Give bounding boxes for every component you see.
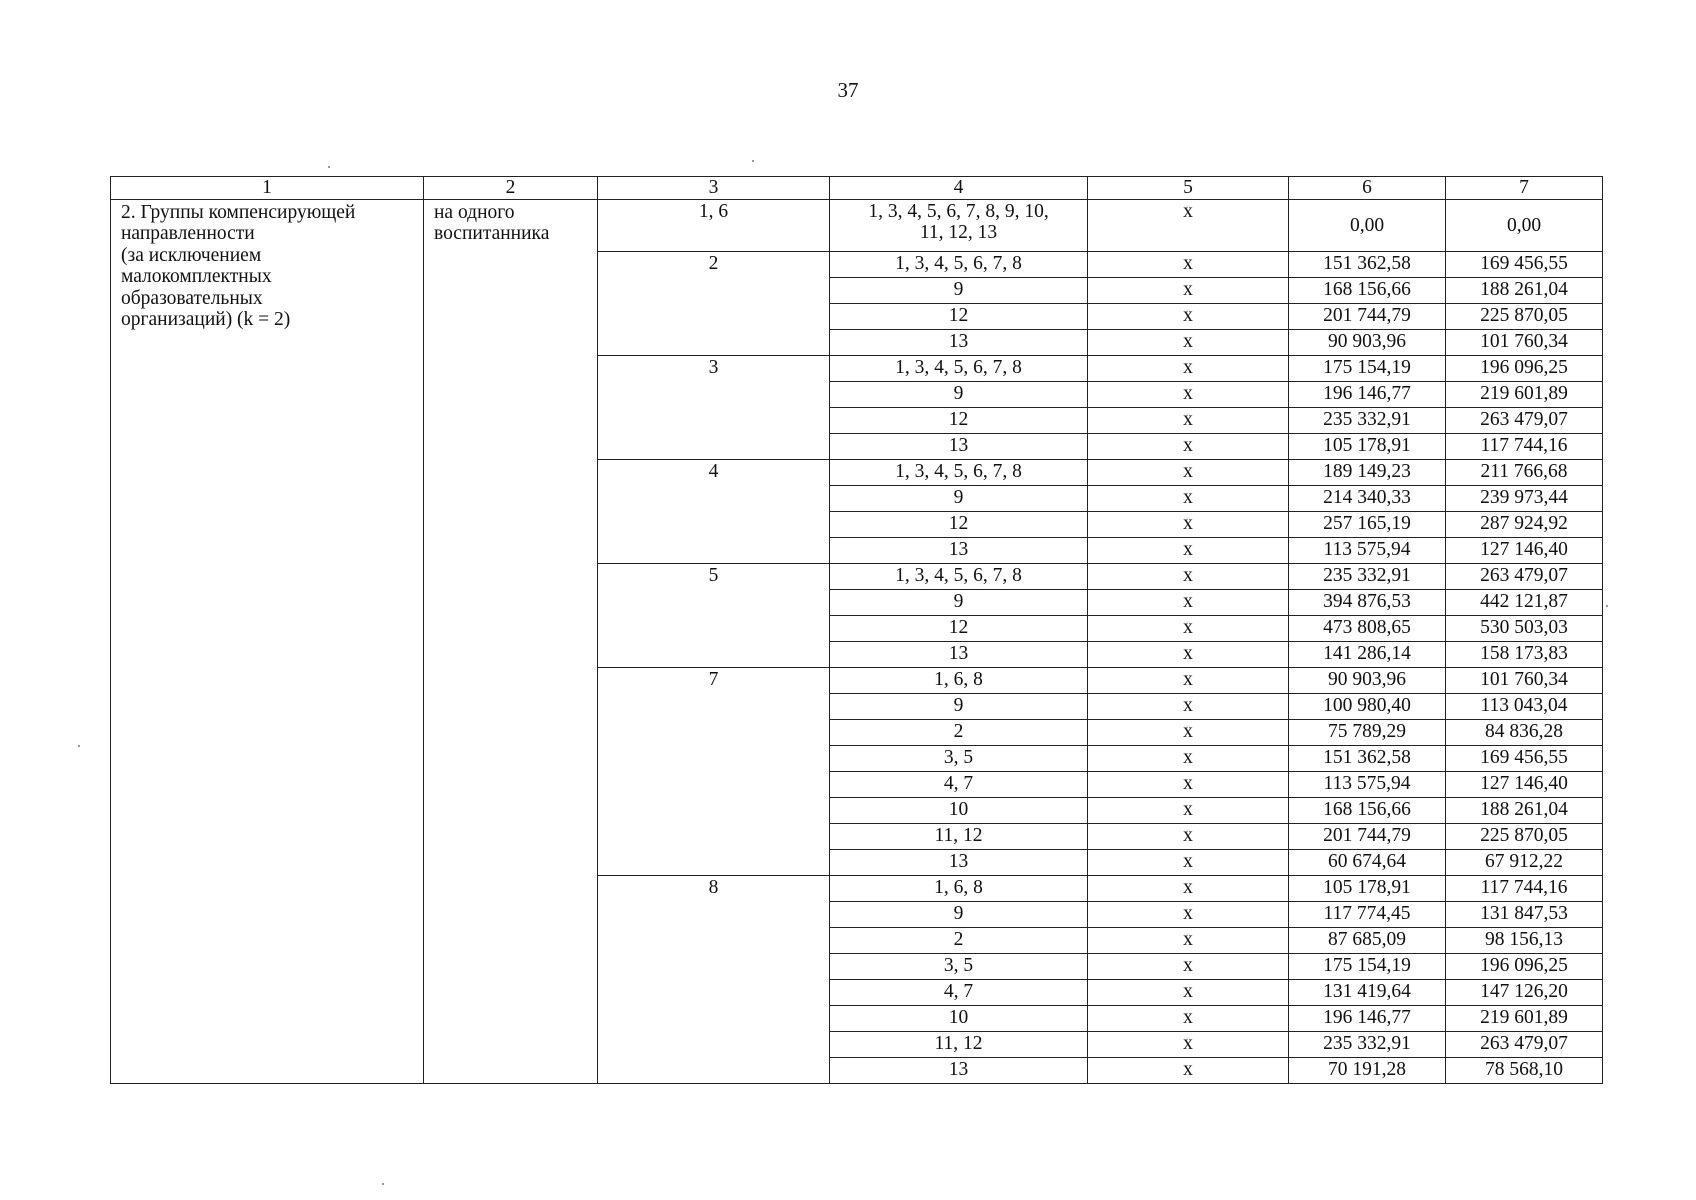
value-cell-col7: 127 146,40 <box>1446 772 1603 798</box>
value-cell-col6: 60 674,64 <box>1289 850 1446 876</box>
value-cell-col6: 196 146,77 <box>1289 1006 1446 1032</box>
header-row <box>111 177 1603 200</box>
value-cell-col7: 219 601,89 <box>1446 1006 1603 1032</box>
value-cell-col6: 201 744,79 <box>1289 824 1446 850</box>
subgroup-cell: 10 <box>830 1006 1088 1032</box>
subgroup-cell: 1, 6, 8 <box>830 876 1088 902</box>
value-cell-col7: 117 744,16 <box>1446 876 1603 902</box>
value-cell-col6: 90 903,96 <box>1289 668 1446 694</box>
value-cell-col6: 394 876,53 <box>1289 590 1446 616</box>
subgroup-cell: 12 <box>830 512 1088 538</box>
subgroup-cell: 13 <box>830 538 1088 564</box>
value-cell-col6: 141 286,14 <box>1289 642 1446 668</box>
value-cell-col7: 117 744,16 <box>1446 434 1603 460</box>
scan-speck <box>1606 605 1608 607</box>
subgroup-cell: 1, 3, 4, 5, 6, 7, 8 <box>830 252 1088 278</box>
value-cell-col7: 196 096,25 <box>1446 356 1603 382</box>
x-cell: x <box>1088 902 1289 928</box>
value-cell-col7: 158 173,83 <box>1446 642 1603 668</box>
header-cell: 6 <box>1289 177 1446 200</box>
group-code-cell: 5 <box>598 564 830 668</box>
value-cell-col6: 151 362,58 <box>1289 746 1446 772</box>
group-code-cell: 2 <box>598 252 830 356</box>
subgroup-cell: 13 <box>830 850 1088 876</box>
x-cell: x <box>1088 694 1289 720</box>
value-cell-col6: 214 340,33 <box>1289 486 1446 512</box>
x-cell: x <box>1088 616 1289 642</box>
x-cell: x <box>1088 486 1289 512</box>
group-code-cell: 7 <box>598 668 830 876</box>
subgroup-cell: 3, 5 <box>830 954 1088 980</box>
subgroup-cell: 1, 3, 4, 5, 6, 7, 8 <box>830 356 1088 382</box>
table-body <box>111 177 1603 1084</box>
scan-speck <box>752 160 754 162</box>
value-cell-col6: 257 165,19 <box>1289 512 1446 538</box>
x-cell: x <box>1088 356 1289 382</box>
value-cell-col7: 188 261,04 <box>1446 798 1603 824</box>
value-cell-col6: 235 332,91 <box>1289 1032 1446 1058</box>
header-cell: 3 <box>598 177 830 200</box>
x-cell: x <box>1088 954 1289 980</box>
x-cell: x <box>1088 928 1289 954</box>
x-cell: x <box>1088 980 1289 1006</box>
value-cell-col7: 98 156,13 <box>1446 928 1603 954</box>
x-cell: x <box>1088 382 1289 408</box>
value-cell-col6: 117 774,45 <box>1289 902 1446 928</box>
value-cell-col6: 473 808,65 <box>1289 616 1446 642</box>
subgroup-cell: 3, 5 <box>830 746 1088 772</box>
value-cell-col7: 442 121,87 <box>1446 590 1603 616</box>
value-cell-col7: 263 479,07 <box>1446 1032 1603 1058</box>
value-cell-col6: 235 332,91 <box>1289 408 1446 434</box>
value-cell-col7: 188 261,04 <box>1446 278 1603 304</box>
subgroup-cell: 13 <box>830 434 1088 460</box>
subgroup-cell: 9 <box>830 382 1088 408</box>
x-cell: x <box>1088 408 1289 434</box>
value-cell-col7: 131 847,53 <box>1446 902 1603 928</box>
value-cell-col6: 131 419,64 <box>1289 980 1446 1006</box>
value-cell-col6: 100 980,40 <box>1289 694 1446 720</box>
value-cell-col6: 175 154,19 <box>1289 954 1446 980</box>
value-cell-col7: 67 912,22 <box>1446 850 1603 876</box>
subgroup-cell: 1, 6, 8 <box>830 668 1088 694</box>
unit-cell: на одного воспитанника <box>424 200 598 1084</box>
data-table <box>110 176 1603 1084</box>
subgroup-cell: 2 <box>830 720 1088 746</box>
value-cell-col7: 225 870,05 <box>1446 824 1603 850</box>
scan-speck <box>382 1183 384 1185</box>
page-number: 37 <box>837 78 859 102</box>
value-cell-col7: 84 836,28 <box>1446 720 1603 746</box>
x-cell: x <box>1088 200 1289 252</box>
subgroup-cell: 1, 3, 4, 5, 6, 7, 8 <box>830 564 1088 590</box>
value-cell-col6: 75 789,29 <box>1289 720 1446 746</box>
value-cell-col6: 70 191,28 <box>1289 1058 1446 1084</box>
value-cell-col7: 169 456,55 <box>1446 252 1603 278</box>
subgroup-cell: 2 <box>830 928 1088 954</box>
value-cell-col6: 90 903,96 <box>1289 330 1446 356</box>
x-cell: x <box>1088 850 1289 876</box>
value-cell-col6: 168 156,66 <box>1289 278 1446 304</box>
x-cell: x <box>1088 824 1289 850</box>
group-code-cell: 4 <box>598 460 830 564</box>
value-cell-col6: 87 685,09 <box>1289 928 1446 954</box>
value-cell-col6: 113 575,94 <box>1289 538 1446 564</box>
x-cell: x <box>1088 772 1289 798</box>
x-cell: x <box>1088 330 1289 356</box>
subgroup-cell: 1, 3, 4, 5, 6, 7, 8, 9, 10, 11, 12, 13 <box>830 200 1088 252</box>
value-cell-col7: 196 096,25 <box>1446 954 1603 980</box>
subgroup-cell: 4, 7 <box>830 772 1088 798</box>
subgroup-cell: 12 <box>830 304 1088 330</box>
group-code-cell: 8 <box>598 876 830 1084</box>
scan-speck <box>328 166 330 168</box>
value-cell-col7: 263 479,07 <box>1446 564 1603 590</box>
value-cell-col7: 219 601,89 <box>1446 382 1603 408</box>
subgroup-cell: 13 <box>830 330 1088 356</box>
value-cell-col6: 196 146,77 <box>1289 382 1446 408</box>
x-cell: x <box>1088 304 1289 330</box>
subgroup-cell: 9 <box>830 486 1088 512</box>
subgroup-cell: 10 <box>830 798 1088 824</box>
value-cell-col7: 113 043,04 <box>1446 694 1603 720</box>
value-cell-col7: 239 973,44 <box>1446 486 1603 512</box>
value-cell-col6: 189 149,23 <box>1289 460 1446 486</box>
x-cell: x <box>1088 746 1289 772</box>
subgroup-cell: 11, 12 <box>830 1032 1088 1058</box>
subgroup-cell: 12 <box>830 408 1088 434</box>
x-cell: x <box>1088 564 1289 590</box>
subgroup-cell: 13 <box>830 1058 1088 1084</box>
value-cell-col7: 530 503,03 <box>1446 616 1603 642</box>
subgroup-cell: 12 <box>830 616 1088 642</box>
subgroup-cell: 9 <box>830 902 1088 928</box>
value-cell-col7: 127 146,40 <box>1446 538 1603 564</box>
value-cell-col6: 151 362,58 <box>1289 252 1446 278</box>
value-cell-col7: 287 924,92 <box>1446 512 1603 538</box>
x-cell: x <box>1088 538 1289 564</box>
x-cell: x <box>1088 798 1289 824</box>
header-cell: 1 <box>111 177 424 200</box>
header-cell: 5 <box>1088 177 1289 200</box>
value-cell-col7: 169 456,55 <box>1446 746 1603 772</box>
value-cell-col6: 168 156,66 <box>1289 798 1446 824</box>
value-cell-col6: 105 178,91 <box>1289 876 1446 902</box>
value-cell-col6: 113 575,94 <box>1289 772 1446 798</box>
subgroup-cell: 4, 7 <box>830 980 1088 1006</box>
x-cell: x <box>1088 434 1289 460</box>
value-cell-col7: 78 568,10 <box>1446 1058 1603 1084</box>
subgroup-cell: 9 <box>830 694 1088 720</box>
category-cell: 2. Группы компенсирующей направленности (за исключением малокомплектных образовательных организаций) (k = 2) <box>111 200 424 1084</box>
subgroup-cell: 9 <box>830 278 1088 304</box>
x-cell: x <box>1088 252 1289 278</box>
subgroup-cell: 11, 12 <box>830 824 1088 850</box>
x-cell: x <box>1088 720 1289 746</box>
x-cell: x <box>1088 278 1289 304</box>
x-cell: x <box>1088 642 1289 668</box>
value-cell-col7: 263 479,07 <box>1446 408 1603 434</box>
subgroup-cell: 13 <box>830 642 1088 668</box>
subgroup-cell: 1, 3, 4, 5, 6, 7, 8 <box>830 460 1088 486</box>
value-cell-col7: 0,00 <box>1446 200 1603 252</box>
header-cell: 4 <box>830 177 1088 200</box>
x-cell: x <box>1088 876 1289 902</box>
x-cell: x <box>1088 1032 1289 1058</box>
value-cell-col7: 211 766,68 <box>1446 460 1603 486</box>
group-code-cell: 1, 6 <box>598 200 830 252</box>
subgroup-cell: 9 <box>830 590 1088 616</box>
value-cell-col6: 0,00 <box>1289 200 1446 252</box>
value-cell-col7: 101 760,34 <box>1446 668 1603 694</box>
x-cell: x <box>1088 1058 1289 1084</box>
value-cell-col7: 101 760,34 <box>1446 330 1603 356</box>
x-cell: x <box>1088 1006 1289 1032</box>
value-cell-col6: 201 744,79 <box>1289 304 1446 330</box>
value-cell-col6: 235 332,91 <box>1289 564 1446 590</box>
scan-speck <box>78 745 80 747</box>
value-cell-col7: 147 126,20 <box>1446 980 1603 1006</box>
header-cell: 2 <box>424 177 598 200</box>
group-code-cell: 3 <box>598 356 830 460</box>
value-cell-col7: 225 870,05 <box>1446 304 1603 330</box>
value-cell-col6: 105 178,91 <box>1289 434 1446 460</box>
header-cell: 7 <box>1446 177 1603 200</box>
x-cell: x <box>1088 590 1289 616</box>
table-row <box>111 200 1603 252</box>
x-cell: x <box>1088 668 1289 694</box>
value-cell-col6: 175 154,19 <box>1289 356 1446 382</box>
x-cell: x <box>1088 460 1289 486</box>
x-cell: x <box>1088 512 1289 538</box>
